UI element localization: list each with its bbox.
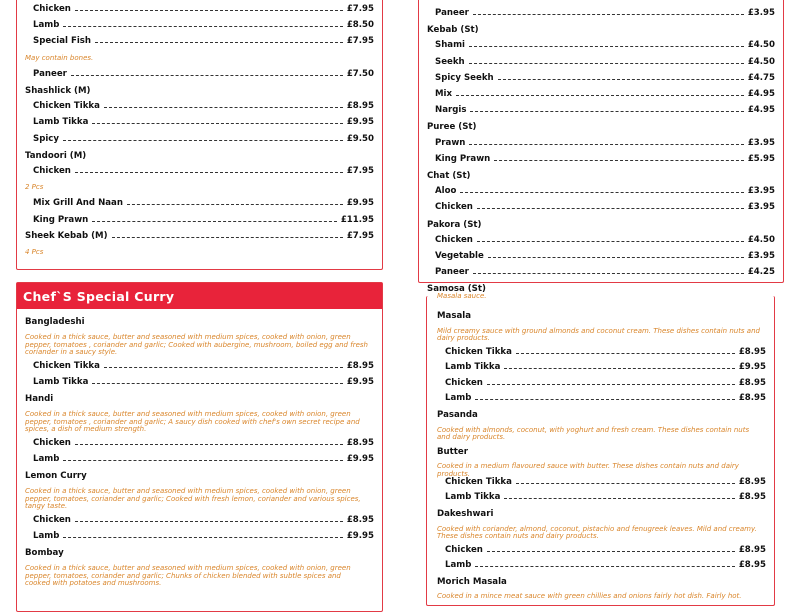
item-price: £4.50 xyxy=(747,234,775,245)
item-price: £9.50 xyxy=(346,133,374,144)
item-price: £8.50 xyxy=(346,20,374,31)
menu-item xyxy=(33,376,374,388)
item-price: £4.75 xyxy=(747,72,775,83)
menu-item xyxy=(33,514,374,526)
item-price: £4.95 xyxy=(747,105,775,116)
item-price: £8.95 xyxy=(346,361,374,371)
menu-item xyxy=(33,437,374,449)
dot-leader xyxy=(473,7,744,15)
menu-panel-starters xyxy=(418,0,784,295)
item-name: Lamb xyxy=(33,454,60,464)
menu-item xyxy=(33,35,374,47)
menu-item xyxy=(445,346,766,358)
item-price: £3.95 xyxy=(747,137,775,148)
dot-leader xyxy=(75,437,343,445)
item-note: Cooked in a thick sauce, butter and seasoned with medium spices, cooked with onion, green pepper, tomatoes , coriander and garlic; Cooked with aubergine, mushroom, boiled egg and fresh coriander in a saucy style. xyxy=(25,333,368,357)
dot-leader xyxy=(75,514,343,522)
category-heading: Pakora (St) xyxy=(427,219,482,230)
dot-leader xyxy=(469,137,743,145)
dot-leader xyxy=(92,376,342,384)
item-note: Mild creamy sauce with ground almonds and coconut cream. These dishes contain nuts and dairy products. xyxy=(437,326,760,343)
menu-item xyxy=(435,153,775,165)
item-price: £7.95 xyxy=(346,166,374,176)
item-name: Sheek Kebab (M) xyxy=(25,230,108,241)
menu-item xyxy=(33,530,374,542)
dot-leader xyxy=(63,19,342,27)
dot-leader xyxy=(75,3,343,11)
menu-item xyxy=(435,39,775,51)
item-note: Cooked in a thick sauce, butter and seasoned with medium spices, cooked with onion, green pepper, tomatoes, coriander and garlic; Cooked with fresh lemon, coriander and various spices, tangy taste. xyxy=(25,487,361,511)
dot-leader xyxy=(516,476,735,484)
category-heading: Morich Masala xyxy=(437,576,507,587)
item-price: £8.95 xyxy=(738,377,766,388)
menu-item xyxy=(435,7,775,19)
category-heading: Lemon Curry xyxy=(25,471,87,481)
dot-leader xyxy=(487,544,735,552)
item-note: Cooked in a mince meat sauce with green chillies and onions fairly hot dish. Fairly hot. xyxy=(437,592,742,601)
item-name: Lamb Tikka xyxy=(445,492,501,503)
dot-leader xyxy=(112,230,343,238)
item-price: £9.95 xyxy=(346,117,374,128)
menu-item xyxy=(445,377,766,389)
item-price: £7.95 xyxy=(346,230,374,241)
menu-item xyxy=(33,100,374,112)
item-name: Chicken Tikka xyxy=(445,346,512,357)
dot-leader xyxy=(71,68,343,76)
dot-leader xyxy=(92,214,337,222)
category-heading: Pasanda xyxy=(437,410,478,420)
item-name: Mix xyxy=(435,89,453,99)
item-price: £4.50 xyxy=(747,40,775,51)
menu-item xyxy=(25,230,374,242)
item-name: Chicken xyxy=(435,234,473,245)
menu-item xyxy=(435,250,775,262)
item-name: Chicken xyxy=(33,515,71,525)
category-heading: Shashlick (M) xyxy=(25,86,91,96)
item-price: £9.95 xyxy=(346,454,374,464)
menu-item xyxy=(435,56,775,68)
item-price: £8.95 xyxy=(346,438,374,448)
dot-leader xyxy=(95,35,343,43)
dot-leader xyxy=(127,197,343,205)
dot-leader xyxy=(504,361,734,369)
section-note xyxy=(427,0,769,1)
item-price: £8.95 xyxy=(738,346,766,357)
menu-item xyxy=(435,88,775,100)
item-price: £3.95 xyxy=(747,251,775,261)
menu-panel-grills xyxy=(16,0,383,270)
item-price: £3.95 xyxy=(747,186,775,197)
menu-item xyxy=(435,201,775,213)
item-name: Paneer xyxy=(435,267,469,278)
item-note: 4 Pcs xyxy=(25,248,44,256)
item-price: £4.50 xyxy=(747,56,775,67)
menu-panel-chefs-special xyxy=(16,282,383,612)
menu-item xyxy=(445,361,766,373)
item-name: Chicken xyxy=(435,202,473,213)
item-price: £9.95 xyxy=(346,377,374,387)
menu-item xyxy=(435,185,775,197)
menu-panel-mild-curries xyxy=(426,292,775,606)
menu-item xyxy=(445,476,766,488)
category-heading: Dakeshwari xyxy=(437,509,494,519)
item-name: Chicken xyxy=(445,377,483,388)
section-header: Chef`S Special Curry xyxy=(17,283,382,309)
item-price: £3.95 xyxy=(747,8,775,18)
dot-leader xyxy=(504,491,734,499)
dot-leader xyxy=(63,453,342,461)
category-heading: Kebab (St) xyxy=(427,25,479,36)
item-price: £4.95 xyxy=(747,89,775,99)
menu-item xyxy=(435,234,775,246)
dot-leader xyxy=(498,72,744,80)
item-price: £11.95 xyxy=(340,214,374,225)
item-name: King Prawn xyxy=(435,153,491,164)
dot-leader xyxy=(104,100,343,108)
menu-item xyxy=(33,68,374,80)
category-heading: Puree (St) xyxy=(427,122,477,133)
item-price: £7.95 xyxy=(346,36,374,47)
item-price: £9.95 xyxy=(346,531,374,541)
item-price: £3.95 xyxy=(747,202,775,213)
menu-item xyxy=(33,453,374,465)
item-name: Spicy Seekh xyxy=(435,72,494,83)
item-name: Shami xyxy=(435,40,466,51)
item-name: Seekh xyxy=(435,56,465,67)
dot-leader xyxy=(475,392,734,400)
dot-leader xyxy=(456,88,744,96)
menu-item xyxy=(435,266,775,278)
item-name: Lamb xyxy=(33,531,60,541)
dot-leader xyxy=(488,250,744,258)
category-heading: Bangladeshi xyxy=(25,317,85,327)
item-note: 2 Pcs xyxy=(25,183,44,192)
item-price: £9.95 xyxy=(738,362,766,373)
item-note: May contain bones. xyxy=(25,53,94,62)
item-price: £5.95 xyxy=(747,153,775,164)
item-price: £8.95 xyxy=(738,492,766,503)
item-price: £8.95 xyxy=(346,101,374,112)
dot-leader xyxy=(63,530,342,538)
item-name: Paneer xyxy=(33,68,67,79)
menu-item xyxy=(435,72,775,84)
item-price: £8.95 xyxy=(346,515,374,525)
menu-item xyxy=(33,360,374,372)
item-name: Lamb Tikka xyxy=(445,362,501,373)
menu-item xyxy=(445,491,766,503)
dot-leader xyxy=(470,104,743,112)
item-price: £8.95 xyxy=(738,393,766,404)
menu-item xyxy=(445,559,766,571)
item-name: Mix Grill And Naan xyxy=(33,198,123,209)
item-note: Cooked in a medium flavoured sauce with butter. These dishes contain nuts and dairy products. xyxy=(437,462,739,478)
item-name: Spicy xyxy=(33,133,59,144)
item-name: Chicken Tikka xyxy=(33,101,100,112)
section-note: Masala sauce. xyxy=(437,292,487,300)
menu-item xyxy=(445,544,766,556)
dot-leader xyxy=(473,266,744,274)
menu-item xyxy=(33,116,374,128)
dot-leader xyxy=(460,185,743,193)
item-price: £8.95 xyxy=(738,544,766,555)
item-name: Aloo xyxy=(435,186,457,197)
item-name: Vegetable xyxy=(435,251,484,261)
category-heading: Samosa (St) xyxy=(427,284,486,295)
dot-leader xyxy=(487,377,735,385)
item-name: Lamb xyxy=(445,560,472,571)
item-name: Lamb xyxy=(33,20,60,31)
item-name: King Prawn xyxy=(33,214,89,225)
item-note: Cooked in a thick sauce, butter and seasoned with medium spices, cooked with onion, green pepper, tomatoes , coriander and garlic; A saucy dish cooked with chef's own secret recipe and spices, a dish of medium strength. xyxy=(25,410,360,434)
dot-leader xyxy=(494,153,744,161)
item-name: Chicken xyxy=(33,166,71,176)
item-note: Cooked with coriander, almond, coconut, pistachio and fenugreek leaves. Mild and creamy. These dishes contain nuts and dairy products. xyxy=(437,524,757,541)
item-price: £9.95 xyxy=(346,198,374,209)
category-heading: Tandoori (M) xyxy=(25,150,87,161)
item-name: Lamb Tikka xyxy=(33,377,89,387)
menu-item xyxy=(33,197,374,209)
menu-item xyxy=(435,104,775,116)
menu-item xyxy=(445,392,766,404)
dot-leader xyxy=(469,56,744,64)
dot-leader xyxy=(75,165,343,173)
item-price: £8.95 xyxy=(738,476,766,487)
dot-leader xyxy=(477,234,744,242)
item-name: Chicken xyxy=(33,438,71,448)
menu-item xyxy=(33,3,374,15)
dot-leader xyxy=(92,116,342,124)
item-name: Prawn xyxy=(435,137,466,148)
menu-item xyxy=(435,137,775,149)
menu-item xyxy=(33,165,374,177)
dot-leader xyxy=(104,360,343,368)
menu-item xyxy=(33,133,374,145)
dot-leader xyxy=(469,39,744,47)
category-heading: Butter xyxy=(437,446,468,457)
item-note: Cooked with almonds, coconut, with yoghurt and fresh cream. These dishes contain nuts and dairy products. xyxy=(437,425,750,442)
item-name: Chicken Tikka xyxy=(445,476,512,487)
category-heading: Chat (St) xyxy=(427,171,471,181)
item-name: Paneer xyxy=(435,8,469,18)
category-heading: Bombay xyxy=(25,548,64,558)
item-name: Chicken xyxy=(33,4,71,14)
item-name: Chicken xyxy=(445,544,483,555)
item-name: Lamb Tikka xyxy=(33,117,89,128)
item-name: Lamb xyxy=(445,393,472,404)
category-heading: Masala xyxy=(437,311,472,321)
dot-leader xyxy=(63,133,343,141)
item-price: £7.50 xyxy=(346,68,374,79)
item-price: £7.95 xyxy=(346,4,374,14)
item-name: Special Fish xyxy=(33,36,91,47)
item-price: £8.95 xyxy=(738,560,766,571)
dot-leader xyxy=(477,201,744,209)
item-name: Chicken Tikka xyxy=(33,361,100,371)
item-note: Cooked in a thick sauce, butter and seasoned with medium spices, cooked with onion, green pepper, tomatoes, coriander and garlic; Chunks of chicken blended with subtle spices and cooked with potatoes and mushrooms. xyxy=(25,564,351,588)
item-name: Nargis xyxy=(435,105,467,116)
dot-leader xyxy=(475,559,734,567)
menu-item xyxy=(33,19,374,31)
item-price: £4.25 xyxy=(747,267,775,278)
menu-item xyxy=(33,214,374,226)
category-heading: Handi xyxy=(25,394,54,404)
dot-leader xyxy=(516,346,735,354)
